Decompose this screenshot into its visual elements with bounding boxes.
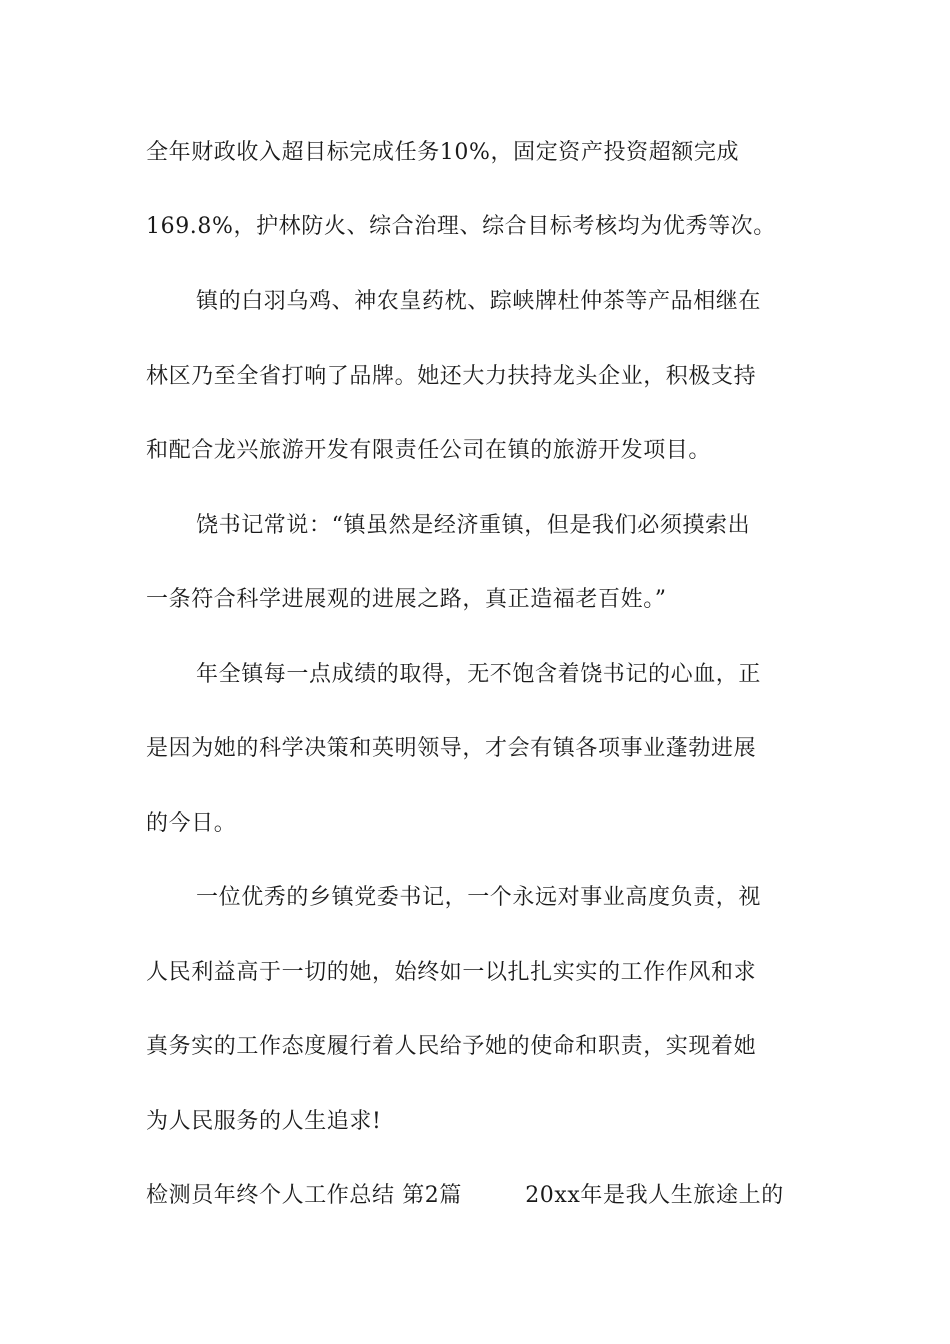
next-article-heading (146, 1181, 806, 1211)
text-line: 林区乃至全省打响了品牌。她还大力扶持龙头企业，积极支持 (146, 364, 757, 389)
text-line: 是因为她的科学决策和英明领导，才会有镇各项事业蓬勃进展 (146, 736, 757, 761)
article-part: 第2篇 (402, 1183, 463, 1208)
text-line: 饶书记常说：“镇虽然是经济重镇，但是我们必须摸索出 (196, 513, 751, 538)
text-line: 镇的白羽乌鸡、神农皇药枕、踪峡牌杜仲茶等产品相继在 (196, 289, 762, 314)
text-line: 169.8%，护林防火、综合治理、综合目标考核均为优秀等次。 (146, 214, 776, 239)
text-line: 的今日。 (146, 811, 237, 836)
article-title: 检测员年终个人工作总结 (146, 1183, 395, 1208)
text-line: 真务实的工作态度履行着人民给予她的使命和职责，实现着她 (146, 1034, 757, 1059)
article-lead: 20xx年是我人生旅途上的 (525, 1183, 784, 1208)
text-line: 人民利益高于一切的她，始终如一以扎扎实实的工作作风和求 (146, 960, 757, 985)
text-line: 为人民服务的人生追求! (146, 1109, 382, 1134)
text-line: 一条符合科学进展观的进展之路，真正造福老百姓。” (146, 587, 667, 612)
text-line: 全年财政收入超目标完成任务10%，固定资产投资超额完成 (146, 140, 740, 165)
text-line: 年全镇每一点成绩的取得，无不饱含着饶书记的心血，正 (196, 662, 762, 687)
text-line: 一位优秀的乡镇党委书记，一个永远对事业高度负责，视 (196, 885, 762, 910)
text-line: 和配合龙兴旅游开发有限责任公司在镇的旅游开发项目。 (146, 438, 712, 463)
